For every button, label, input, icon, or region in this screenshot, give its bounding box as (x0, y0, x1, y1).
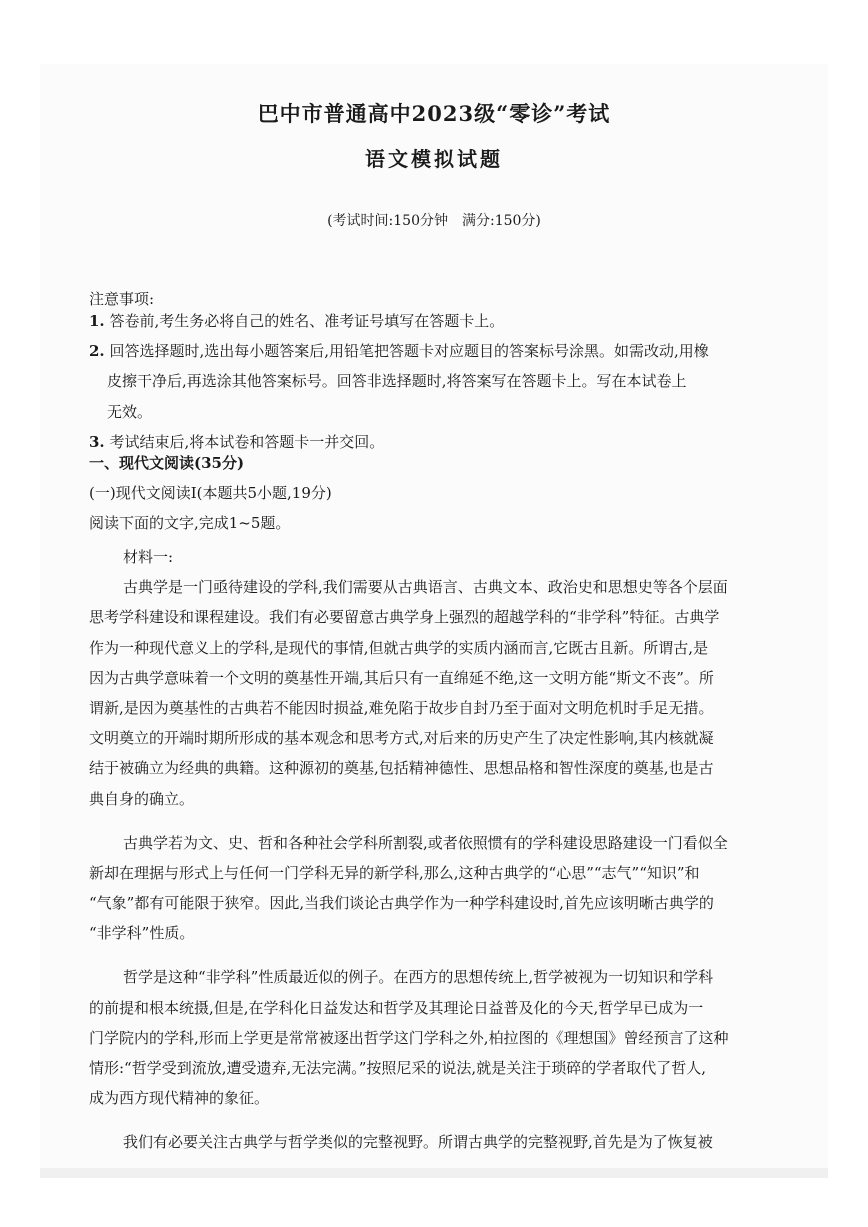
paragraph-line: 古典学是一门亟待建设的学科,我们需要从古典语言、古典文本、政治史和思想史等各个层面 (123, 578, 728, 597)
paragraph-line: 我们有必要关注古典学与哲学类似的完整视野。所谓古典学的完整视野,首先是为了恢复被 (123, 1133, 713, 1152)
paragraph-line: 文明奠立的开端时期所形成的基本观念和思考方式,对后来的历史产生了决定性影响,其内核就凝 (89, 729, 714, 748)
material-label: 材料一: (123, 548, 174, 566)
paragraph-line: 结于被确立为经典的典籍。这种源初的奠基,包括精神德性、思想品格和智性深度的奠基,也是古 (89, 759, 714, 778)
paragraph-3 (89, 962, 799, 1113)
paragraph-line: 典自身的确立。 (89, 789, 195, 808)
paragraph-line: “气象”都有可能限于狭窄。因此,当我们谈论古典学作为一种学科建设时,首先应该明晰古典学的 (89, 894, 714, 913)
paragraph-gap (89, 814, 799, 828)
notice-item-2-line-2: 皮擦干净后,再选涂其他答案标号。回答非选择题时,将答案写在答题卡上。写在本试卷上 (107, 372, 687, 391)
section-subheading: (一)现代文阅读Ⅰ(本题共5小题,19分) (89, 484, 332, 503)
notice-list (89, 306, 799, 457)
paragraph-line: 成为西方现代精神的象征。 (89, 1089, 270, 1108)
paragraph-2 (89, 828, 799, 949)
reading-section (89, 448, 799, 539)
paragraph-line: 情形:“哲学受到流放,遭受遗弃,无法完满。”按照尼采的说法,就是关注于琐碎的学者取代了哲人, (89, 1059, 706, 1077)
paragraph-line: 哲学是这种“非学科”性质最近似的例子。在西方的思想传统上,哲学被视为一切知识和学科 (123, 968, 714, 987)
paragraph-4 (89, 1127, 799, 1157)
notice-item-3: 3. 考试结束后,将本试卷和答题卡一并交回。 (89, 432, 385, 451)
paragraph-1 (89, 572, 799, 814)
section-heading: 一、现代文阅读(35分) (89, 454, 245, 472)
scan-bottom-edge (40, 1168, 828, 1178)
exam-info: (考试时间:150分钟 满分:150分) (327, 213, 541, 229)
paragraph-line: 新却在理据与形式上与任何一门学科无异的新学科,那么,这种古典学的“心思”“志气”“知识”和 (89, 863, 700, 882)
paragraph-line: 作为一种现代意义上的学科,是现代的事情,但就古典学的实质内涵而言,它既古且新。所谓古,是 (89, 638, 709, 657)
paragraph-line: 古典学若为文、史、哲和各种社会学科所割裂,或者依照惯有的学科建设思路建设一门看似全 (123, 833, 728, 852)
notice-heading-text: 注意事项: (89, 290, 155, 308)
exam-subtitle: 语文模拟试题 (365, 147, 503, 171)
paragraph-line: 门学院内的学科,形而上学更是常常被逐出哲学这门学科之外,柏拉图的《理想国》曾经预言了这种 (89, 1028, 729, 1047)
paragraph-line: 思考学科建设和课程建设。我们有必要留意古典学身上强烈的超越学科的“非学科”特征。古典学 (89, 608, 720, 627)
section-instruction: 阅读下面的文字,完成1~5题。 (89, 514, 291, 533)
paragraph-gap (89, 948, 799, 962)
paragraph-line: 因为古典学意味着一个文明的奠基性开端,其后只有一直绵延不绝,这一文明方能“斯文不丧”。所 (89, 668, 714, 687)
material-text (89, 542, 799, 1158)
notice-item-2-line-3: 无效。 (107, 402, 153, 421)
paragraph-line: 谓新,是因为奠基性的古典若不能因时损益,难免陷于故步自封乃至于面对文明危机时手足无措。 (89, 698, 714, 717)
exam-title: 巴中市普通高中2023级“零诊”考试 (257, 101, 611, 126)
notice-item-1: 1. 答卷前,考生务必将自己的姓名、准考证号填写在答题卡上。 (89, 312, 505, 330)
paragraph-line: “非学科”性质。 (89, 924, 195, 943)
paragraph-line: 的前提和根本统摄,但是,在学科化日益发达和哲学及其理论日益普及化的今天,哲学早已成为一 (89, 998, 704, 1017)
notice-item-2: 2. 回答选择题时,选出每小题答案后,用铅笔把答题卡对应题目的答案标号涂黑。如需改动,用橡 (89, 342, 709, 361)
paragraph-gap (89, 1113, 799, 1127)
